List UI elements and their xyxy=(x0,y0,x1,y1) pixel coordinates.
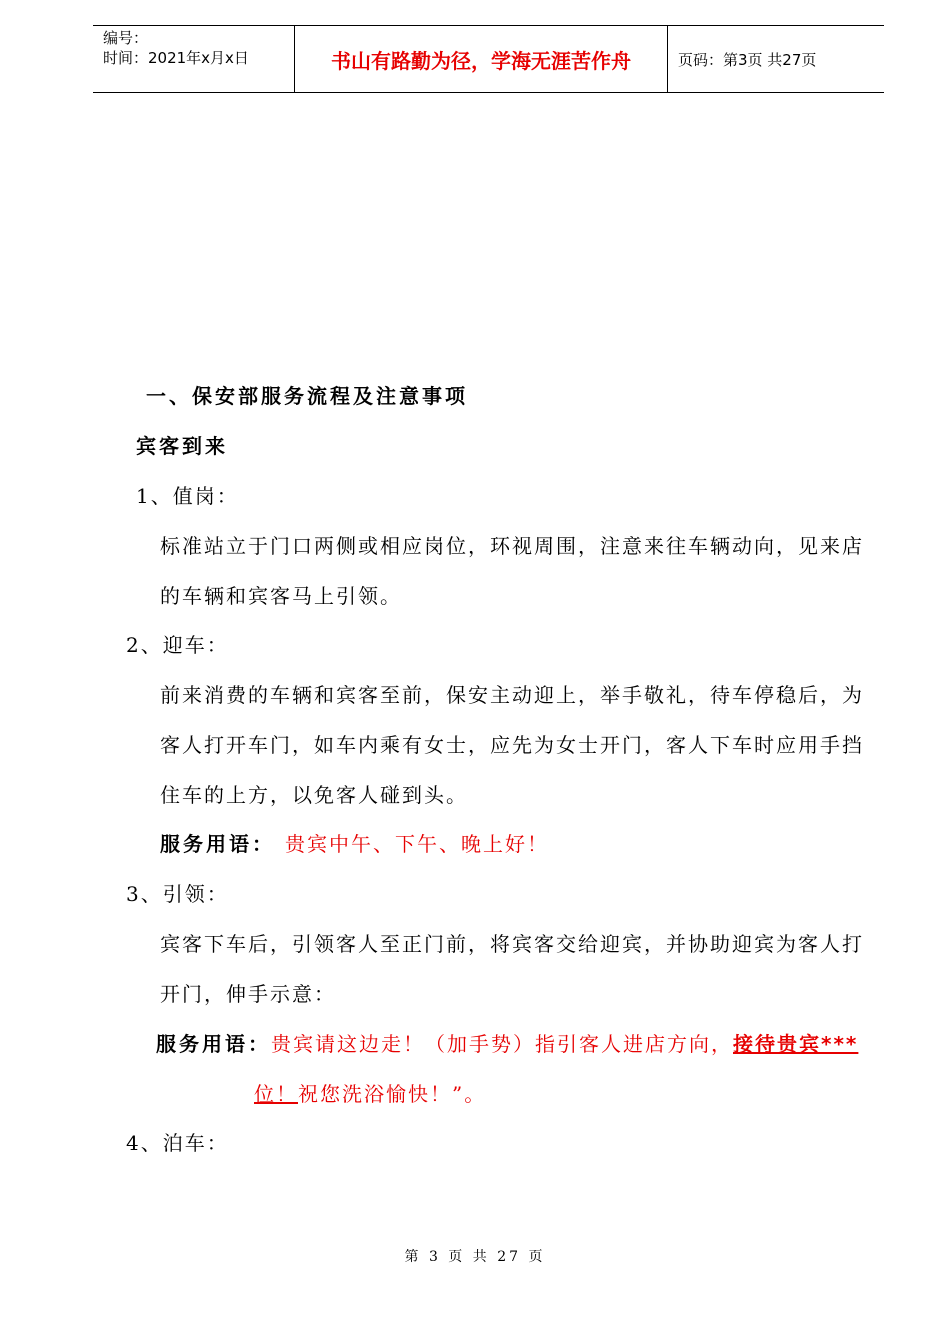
service-text-part-c: 位！ xyxy=(254,1082,298,1106)
page-header xyxy=(93,25,884,93)
item-heading-3: 3、引领： xyxy=(126,882,229,906)
service-phrase-row-2 xyxy=(160,831,549,857)
header-number: 编号： xyxy=(103,29,149,47)
subsection-title: 宾客到来 xyxy=(136,434,228,458)
header-meta xyxy=(93,26,295,92)
header-motto: 书山有路勤为径，学海无涯苦作舟 xyxy=(295,26,668,92)
item-heading-2: 2、迎车： xyxy=(126,633,229,657)
item-1-line-1: 标准站立于门口两侧或相应岗位，环视周围，注意来往车辆动向，见来店 xyxy=(160,534,864,558)
header-time: 时间：2021年x月x日 xyxy=(103,49,249,67)
item-heading-4: 4、泊车： xyxy=(126,1131,229,1155)
service-text-part-a: 贵宾请这边走！（加手势）指引客人进店方向， xyxy=(271,1032,733,1056)
section-title: 一、保安部服务流程及注意事项 xyxy=(146,384,468,408)
item-heading-1: 1、值岗： xyxy=(136,484,239,508)
item-1-line-2: 的车辆和宾客马上引领。 xyxy=(160,584,402,608)
service-phrase-row-3 xyxy=(156,1031,858,1057)
item-2-line-2: 客人打开车门，如车内乘有女士，应先为女士开门，客人下车时应用手挡 xyxy=(160,733,864,757)
item-2-line-1: 前来消费的车辆和宾客至前，保安主动迎上，举手敬礼，待车停稳后，为 xyxy=(160,683,864,707)
service-label: 服务用语： xyxy=(156,1032,271,1056)
service-text: 贵宾中午、下午、晚上好！ xyxy=(285,832,549,856)
item-2-line-3: 住车的上方，以免客人碰到头。 xyxy=(160,783,468,807)
service-text-part-d: 祝您洗浴愉快！”。 xyxy=(298,1082,487,1106)
item-3-line-1: 宾客下车后，引领客人至正门前，将宾客交给迎宾，并协助迎宾为客人打 xyxy=(160,932,864,956)
service-label: 服务用语： xyxy=(160,832,275,856)
service-text-part-b: 接待贵宾*** xyxy=(733,1032,859,1056)
service-phrase-row-3-cont xyxy=(254,1081,486,1107)
header-page-number: 页码：第3页 共27页 xyxy=(678,50,817,69)
page-footer: 第 3 页 共 27 页 xyxy=(404,1249,546,1265)
item-3-line-2: 开门，伸手示意： xyxy=(160,982,336,1006)
